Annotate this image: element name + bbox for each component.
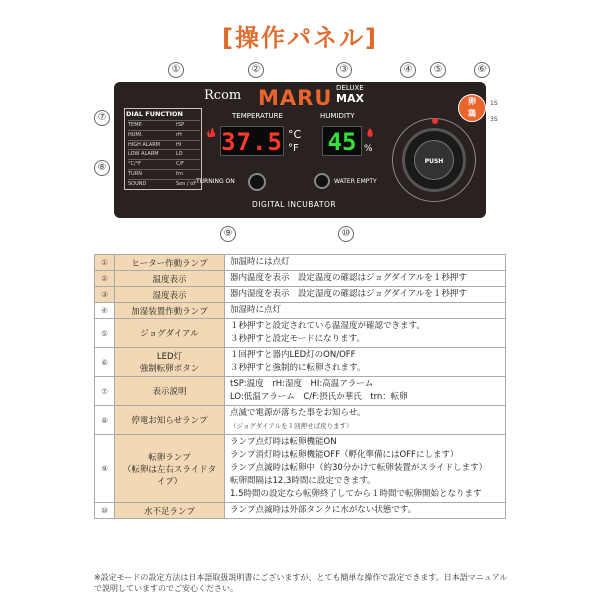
page-title: [操作パネル] <box>222 24 378 52</box>
description-line: ３秒押すと設定モードになります。 <box>230 334 365 344</box>
description-line: 1.5時間の設定なら転卵終了してから１時間で転卵開始となります <box>230 489 482 499</box>
dial-function-key: HUMI. <box>128 131 143 138</box>
callout-6: ⑥ <box>474 62 490 78</box>
led-button-label-bottom: 鶏 <box>468 109 476 118</box>
row-name: 温度表示 <box>115 271 225 287</box>
table-row <box>95 406 506 435</box>
row-number: ④ <box>95 303 115 319</box>
brand-main: MARU <box>258 86 333 110</box>
description-line: （ジョグダイアルを１回押せば戻ります） <box>230 422 353 430</box>
dial-function-key: LOW ALARM <box>128 151 159 158</box>
dial-function-key: TURN <box>128 171 142 177</box>
description-line: ランプ消灯時は転卵機能OFF（孵化準備にはOFFにします） <box>230 450 459 460</box>
row-description <box>225 287 506 303</box>
description-line: １回押すと器内LED灯のON/OFF <box>230 350 356 360</box>
water-empty-label: WATER EMPTY <box>334 178 377 185</box>
callout-3: ③ <box>336 62 352 78</box>
description-line: tSP:温度 rH:湿度 HI:高温アラーム <box>230 379 374 389</box>
brand-max: MAX <box>336 92 364 105</box>
humidity-display: 45 <box>322 126 362 156</box>
table-row <box>95 435 506 503</box>
callout-9: ⑨ <box>220 226 236 242</box>
description-line: ランプ点滅時は転卵中（約30分かけて転卵装置がスライドします） <box>230 463 488 473</box>
callout-7: ⑦ <box>94 110 110 126</box>
row-description <box>225 303 506 319</box>
row-number: ⑥ <box>95 348 115 377</box>
row-description <box>225 319 506 348</box>
row-name: 転卵ランプ （転卵は左右スライドタイプ） <box>115 435 225 503</box>
table-row <box>95 271 506 287</box>
heater-lamp-icon <box>206 126 216 138</box>
table-row <box>95 348 506 377</box>
push-label: PUSH <box>424 158 444 165</box>
row-description <box>225 348 506 377</box>
turning-on-label: TURNING ON <box>196 178 235 185</box>
table-row <box>95 255 506 271</box>
row-name: LED灯 強制転卵ボタン <box>115 348 225 377</box>
row-name: ヒーター作動ランプ <box>115 255 225 271</box>
description-line: 加温時には点灯 <box>230 257 290 267</box>
callout-1: ① <box>168 62 184 78</box>
description-line: １秒押すと設定されている温湿度が確認できます。 <box>230 321 425 331</box>
function-table <box>94 254 506 519</box>
row-name: ジョグダイアル <box>115 319 225 348</box>
row-description <box>225 503 506 519</box>
table-row <box>95 287 506 303</box>
table-row <box>95 319 506 348</box>
row-number: ③ <box>95 287 115 303</box>
incubator-label: DIGITAL INCUBATOR <box>252 200 337 209</box>
dial-function-row <box>128 169 200 178</box>
dial-function-title: DIAL FUNCTION <box>126 110 183 118</box>
dial-function-value: LO <box>176 151 183 158</box>
row-description <box>225 255 506 271</box>
row-description <box>225 271 506 287</box>
dial-function-row <box>128 149 200 158</box>
power-indicator-dot <box>432 118 438 124</box>
temperature-display: 37.5 <box>221 128 283 156</box>
switch-label-1s: 1S <box>490 100 498 107</box>
description-line: 器内温度を表示 設定温度の確認はジョグダイアルを１秒押す <box>230 273 467 283</box>
row-name: 湿度表示 <box>115 287 225 303</box>
water-empty-lamp <box>314 173 330 189</box>
row-name: 水不足ランプ <box>115 503 225 519</box>
dial-function-key: °C/°F <box>128 161 142 168</box>
row-name: 停電お知らせランプ <box>115 406 225 435</box>
callout-8: ⑧ <box>94 160 110 176</box>
callout-5: ⑤ <box>430 62 446 78</box>
description-line: ３秒押すと強制的に転卵されます。 <box>230 363 366 373</box>
row-number: ⑦ <box>95 377 115 406</box>
row-number: ① <box>95 255 115 271</box>
dial-function-row <box>128 159 200 168</box>
row-description <box>225 435 506 503</box>
row-description <box>225 406 506 435</box>
dial-function-value: Son / oF <box>176 180 197 187</box>
dial-function-value: HI <box>176 141 182 148</box>
switch-label-3s: 3S <box>490 116 498 123</box>
turning-lamp <box>248 173 266 191</box>
dial-function-key: HIGH ALARM <box>128 141 160 148</box>
row-description <box>225 377 506 406</box>
brand-deluxe: DELUXE <box>336 84 364 92</box>
row-number: ⑨ <box>95 435 115 503</box>
table-row <box>95 503 506 519</box>
row-number: ⑤ <box>95 319 115 348</box>
row-number: ② <box>95 271 115 287</box>
dial-function-value: C/F <box>176 161 185 168</box>
row-name: 加湿装置作動ランプ <box>115 303 225 319</box>
footnote: ※設定モードの設定方法は日本語取扱説明書にございますが、とても簡単な操作で設定できます。日本語マニュアルで説明していますのでご安心ください。 <box>94 573 508 593</box>
dial-function-value: tSP <box>176 122 185 128</box>
dial-function-row <box>128 179 200 188</box>
row-number: ⑩ <box>95 503 115 519</box>
description-line: LO:低温アラーム C/F:摂氏か華氏 trn：転卵 <box>230 392 408 402</box>
description-line: ランプ点滅時は外部タンクに水がない状態です。 <box>230 505 417 515</box>
description-line: 器内湿度を表示 設定湿度の確認はジョグダイアルを１秒押す <box>230 289 467 299</box>
humidifier-lamp-icon <box>366 128 374 138</box>
led-button-label-top: 卵 <box>468 97 476 106</box>
temperature-label: TEMPERATURE <box>232 112 283 120</box>
row-number: ⑧ <box>95 406 115 435</box>
percent-unit: % <box>364 144 373 154</box>
description-line: 加湿時に点灯 <box>230 305 282 315</box>
dial-function-row <box>128 130 200 139</box>
celsius-unit: °C <box>288 128 302 141</box>
dial-function-value: trn <box>176 171 184 177</box>
callout-4: ④ <box>400 62 416 78</box>
dial-function-row <box>128 120 200 129</box>
callout-2: ② <box>248 62 264 78</box>
table-row <box>95 377 506 406</box>
humidity-label: HUMIDITY <box>320 112 355 120</box>
description-line: ランプ点灯時は転卵機能ON <box>230 437 337 447</box>
table-row <box>95 303 506 319</box>
row-name: 表示説明 <box>115 377 225 406</box>
callout-10: ⑩ <box>338 226 354 242</box>
dial-function-value: rH <box>176 131 182 138</box>
brand-prefix: Rcom <box>204 88 242 103</box>
dial-function-key: TEMP. <box>128 122 143 128</box>
description-line: 点滅で電源が落ちた事をお知らせ。 <box>230 408 366 418</box>
dial-function-key: SOUND <box>128 180 147 187</box>
dial-function-row <box>128 140 200 149</box>
fahrenheit-unit: °F <box>288 143 299 154</box>
description-line: 転卵間隔は12.3時間に設定できます。 <box>230 476 376 486</box>
